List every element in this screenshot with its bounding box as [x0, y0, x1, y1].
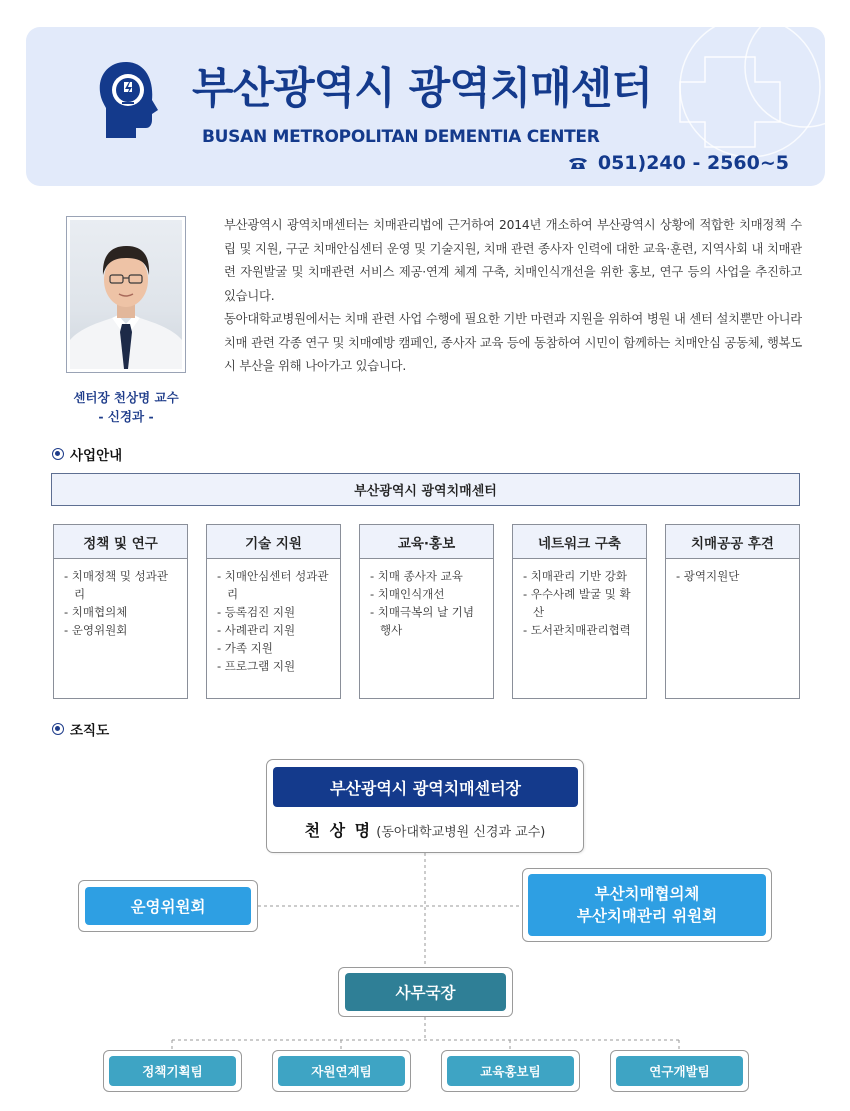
- org-director-name: 천 상 명: [304, 821, 373, 840]
- org-team-education: 교육홍보팀: [447, 1056, 574, 1086]
- org-secretary: 사무국장: [345, 973, 506, 1011]
- intro-paragraph-1: 부산광역시 광역치매센터는 치매관리법에 근거하여 2014년 개소하여 부산광역시 상황에 적합한 치매정책 수립 및 지원, 구군 치매안심센터 운영 및 기술지원, 치매 관련 종사자 인력에 대한 교육·훈련, 지역사회 내 치매관련 자원발굴 및 치매관련 서비스 제공·연계 체계 구축, 치매인식개선을 위한 홍보, 연구 등의 사업을 추진하고 있습니다.: [224, 218, 802, 303]
- business-item: - 치매정책 및 성과관리: [64, 569, 168, 601]
- org-operating-committee: 운영위원회: [85, 887, 251, 925]
- business-item: - 광역지원단: [676, 569, 740, 583]
- org-heading-text: 조직도: [70, 723, 110, 739]
- business-column-title: 치매공공 후견: [666, 525, 799, 559]
- business-item: - 가족 지원: [217, 641, 273, 655]
- business-center-bar: 부산광역시 광역치매센터: [51, 473, 800, 506]
- org-team-card: [441, 1050, 580, 1092]
- org-team-card: [610, 1050, 749, 1092]
- org-council-line-1: 부산치매협의체: [594, 885, 700, 903]
- director-dept: - 신경과 -: [98, 409, 154, 424]
- business-item: - 운영위원회: [64, 623, 128, 637]
- business-item: - 치매안심센터 성과관리: [217, 569, 329, 601]
- org-team-resources: 자원연계팀: [278, 1056, 405, 1086]
- business-column-title: 기술 지원: [207, 525, 340, 559]
- org-director-card: [266, 759, 584, 853]
- org-director-info: [267, 818, 583, 841]
- business-item: - 치매관리 기반 강화: [523, 569, 627, 583]
- business-column-title: 네트워크 구축: [513, 525, 646, 559]
- org-council-card: [522, 868, 772, 942]
- business-item: - 사례관리 지원: [217, 623, 296, 637]
- phone-text: 051)240 - 2560~5: [597, 152, 789, 174]
- business-item: - 치매 종사자 교육: [370, 569, 463, 583]
- business-column-title: 정책 및 연구: [54, 525, 187, 559]
- org-operating-committee-card: [78, 880, 258, 932]
- business-item: - 도서관치매관리협력: [523, 623, 631, 637]
- org-council: [528, 874, 766, 936]
- org-council-line-2: 부산치매관리 위원회: [576, 907, 718, 925]
- org-team-card: [272, 1050, 411, 1092]
- business-item: - 치매협의체: [64, 605, 128, 619]
- org-director-affiliation: (동아대학교병원 신경과 교수): [376, 825, 546, 840]
- page-title: 부산광역시 광역치매센터: [192, 64, 652, 114]
- business-column-title: 교육·홍보: [360, 525, 493, 559]
- org-team-card: [103, 1050, 242, 1092]
- org-team-research: 연구개발팀: [616, 1056, 743, 1086]
- org-director-title: 부산광역시 광역치매센터장: [273, 767, 578, 807]
- business-item: - 치매극복의 날 기념 행사: [370, 605, 474, 637]
- org-team-policy: 정책기획팀: [109, 1056, 236, 1086]
- business-item: - 치매인식개선: [370, 587, 445, 601]
- page-subtitle: BUSAN METROPOLITAN DEMENTIA CENTER: [202, 127, 600, 147]
- director-name: 센터장 천상명 교수: [73, 390, 179, 405]
- business-item: - 프로그램 지원: [217, 659, 296, 673]
- business-item: - 우수사례 발굴 및 확산: [523, 587, 631, 619]
- intro-paragraph-2: 동아대학교병원에서는 치매 관련 사업 수행에 필요한 기반 마련과 지원을 위하여 병원 내 센터 설치뿐만 아니라 치매 관련 각종 연구 및 치매예방 캠페인, 종사자 교육 등에 동참하여 시민이 함께하는 치매안심 공동체, 행복도시 부산을 위해 나아가고 있습니다.: [224, 312, 802, 373]
- org-secretary-card: [338, 967, 513, 1017]
- business-item: - 등록검진 지원: [217, 605, 296, 619]
- business-heading-text: 사업안내: [70, 448, 123, 464]
